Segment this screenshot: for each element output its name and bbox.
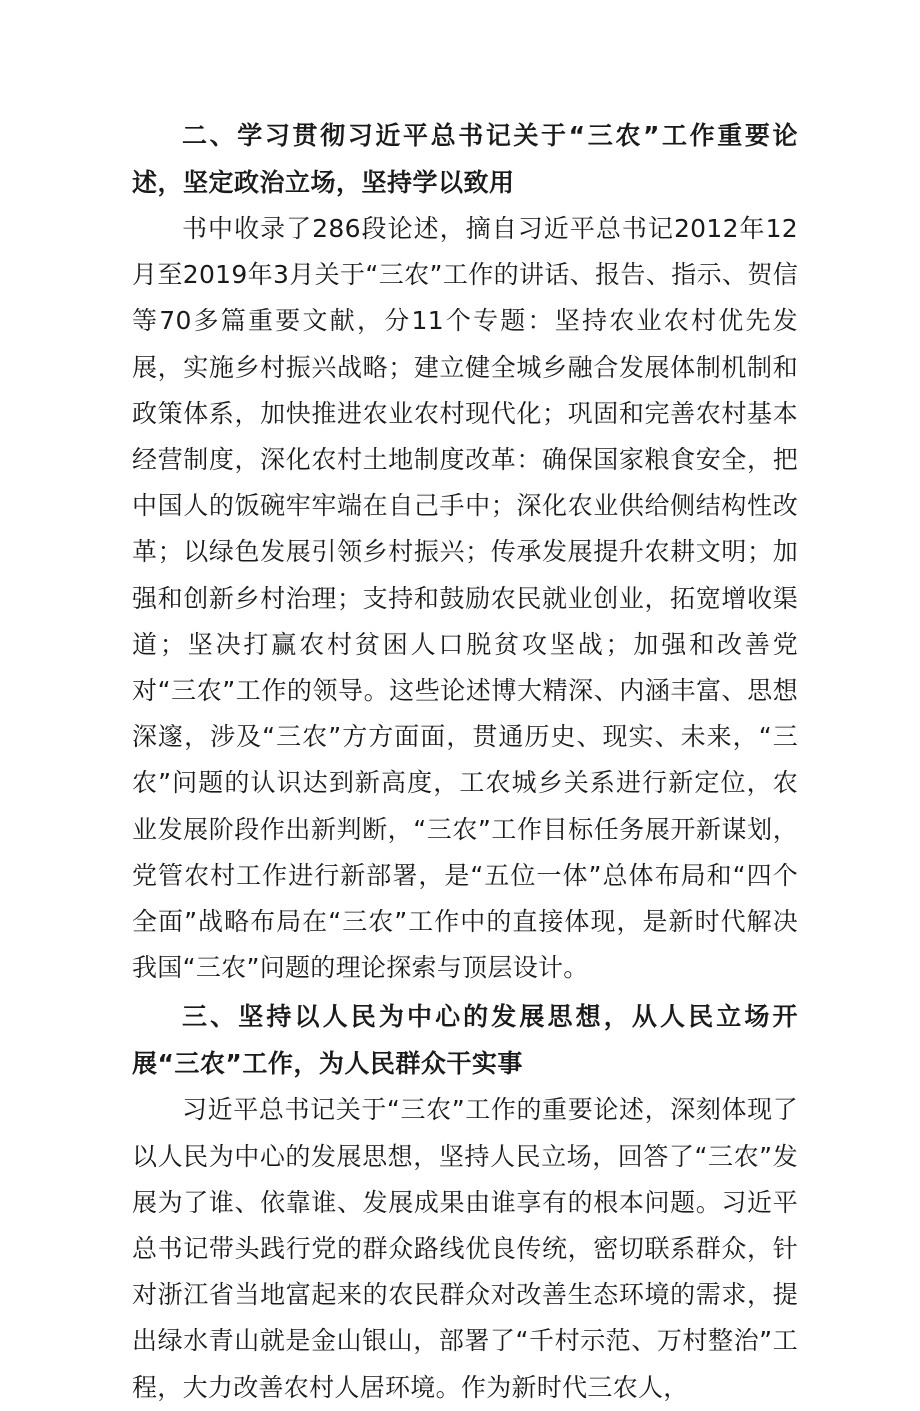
document-body: [132, 112, 798, 1411]
section-2-heading: 二、学习贯彻习近平总书记关于“三农”工作重要论述，坚定政治立场，坚持学以致用: [132, 121, 798, 197]
section-3-paragraph: 习近平总书记关于“三农”工作的重要论述，深刻体现了以人民为中心的发展思想，坚持人民立场，回答了“三农”发展为了谁、依靠谁、发展成果由谁享有的根本问题。习近平总书记带头践行党的群众路线优良传统，密切联系群众，针对浙江省当地富起来的农民群众对改善生态环境的需求，提出绿水青山就是金山银山，部署了“千村示范、万村整治”工程，大力改善农村人居环境。作为新时代三农人，: [132, 1095, 798, 1402]
section-2-paragraph: 书中收录了286段论述，摘自习近平总书记2012年12月至2019年3月关于“三农”工作的讲话、报告、指示、贺信等70多篇重要文献，分11个专题：坚持农业农村优先发展，实施乡村振兴战略；建立健全城乡融合发展体制机制和政策体系，加快推进农业农村现代化；巩固和完善农村基本经营制度，深化农村土地制度改革：确保国家粮食安全，把中国人的饭碗牢牢端在自己手中；深化农业供给侧结构性改革；以绿色发展引领乡村振兴；传承发展提升农耕文明；加强和创新乡村治理；支持和鼓励农民就业创业，拓宽增收渠道；坚决打赢农村贫困人口脱贫攻坚战；加强和改善党对“三农”工作的领导。这些论述博大精深、内涵丰富、思想深邃，涉及“三农”方方面面，贯通历史、现实、未来，“三农”问题的认识达到新高度，工农城乡关系进行新定位，农业发展阶段作出新判断，“三农”工作目标任务展开新谋划，党管农村工作进行新部署，是“五位一体”总体布局和“四个全面”战略布局在“三农”工作中的直接体现，是新时代解决我国“三农”问题的理论探索与顶层设计。: [132, 214, 798, 983]
section-3-heading: 三、坚持以人民为中心的发展思想，从人民立场开展“三农”工作，为人民群众干实事: [132, 1002, 798, 1079]
